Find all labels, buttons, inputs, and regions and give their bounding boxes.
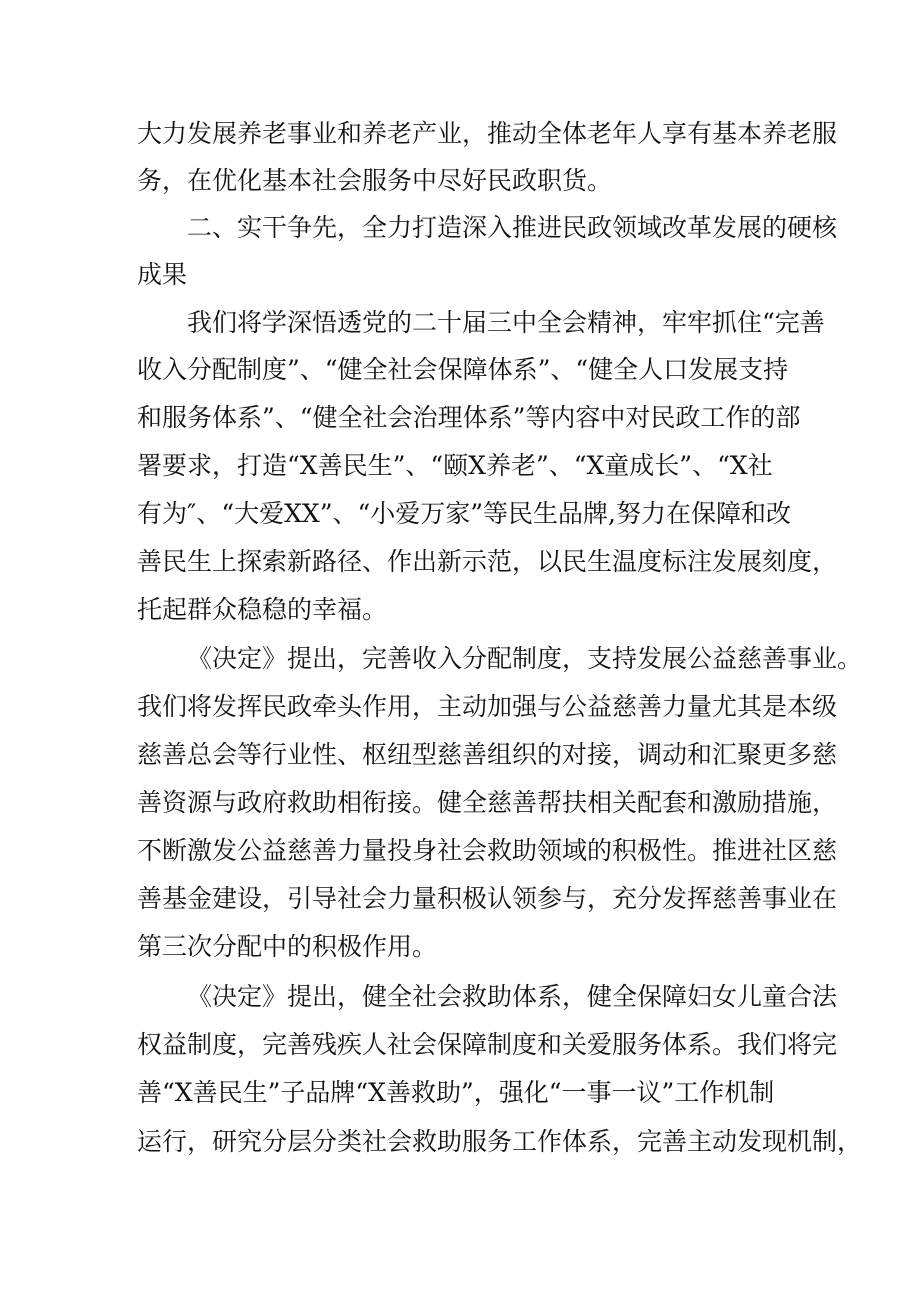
text-line-17: 善基金建设，引导社会力量积极认领参与，充分发挥慈善事业在: [137, 884, 838, 913]
section-heading-line-2: 成果: [137, 260, 188, 289]
text-line-16: 不断激发公益慈善力量投身社会救助领域的积极性。推进社区慈: [137, 836, 838, 865]
section-heading-line-1: 二、实干争先，全力打造深入推进民政领域改革发展的硬核: [187, 213, 838, 242]
text-line-6: 收入分配制度”、“健全社会保障体系”、“健全人口发展支持: [137, 355, 789, 384]
text-line-10: 善民生上探索新路径、作出新示范，以民生温度标注发展刻度，: [137, 547, 838, 576]
text-line-7: 和服务体系”、“健全社会治理体系”等内容中对民政工作的部: [137, 403, 801, 432]
text-line-20: 权益制度，完善残疾人社会保障制度和关爱服务体系。我们将完: [137, 1030, 838, 1059]
text-line-1: 大力发展养老事业和养老产业，推动全体老年人享有基本养老服: [137, 119, 838, 148]
text-line-21: 善“X善民生”子品牌“X善救助”，强化“一事一议”工作机制: [137, 1078, 775, 1107]
text-line-22: 运行，研究分层分类社会救助服务工作体系，完善主动发现机制，: [137, 1127, 863, 1156]
text-line-13: 我们将发挥民政牵头作用，主动加强与公益慈善力量尤其是本级: [137, 692, 838, 721]
text-line-14: 慈善总会等行业性、枢纽型慈善组织的对接，调动和汇聚更多慈: [137, 740, 838, 769]
text-line-18: 第三次分配中的积极作用。: [137, 932, 438, 961]
text-line-2: 务，在优化基本社会服务中尽好民政职货。: [137, 166, 613, 195]
text-line-5: 我们将学深悟透党的二十届三中全会精神，牢牢抓住“完善: [187, 308, 825, 337]
text-line-19: 《决定》提出，健全社会救助体系，健全保障妇女儿童合法: [187, 982, 838, 1011]
text-line-12: 《决定》提出，完善收入分配制度，支持发展公益慈善事业。: [187, 644, 863, 673]
text-line-9: 有为″、“大爱XX”、“小爱万家”等民生品牌,努力在保障和改: [137, 499, 792, 528]
text-line-15: 善资源与政府救助相衔接。健全慈善帮扶相关配套和激励措施，: [137, 788, 838, 817]
text-line-11: 托起群众稳稳的幸福。: [137, 595, 388, 624]
text-line-8: 署要求，打造“X善民生”、“颐X养老”、“X童成长”、“X社: [137, 451, 773, 480]
